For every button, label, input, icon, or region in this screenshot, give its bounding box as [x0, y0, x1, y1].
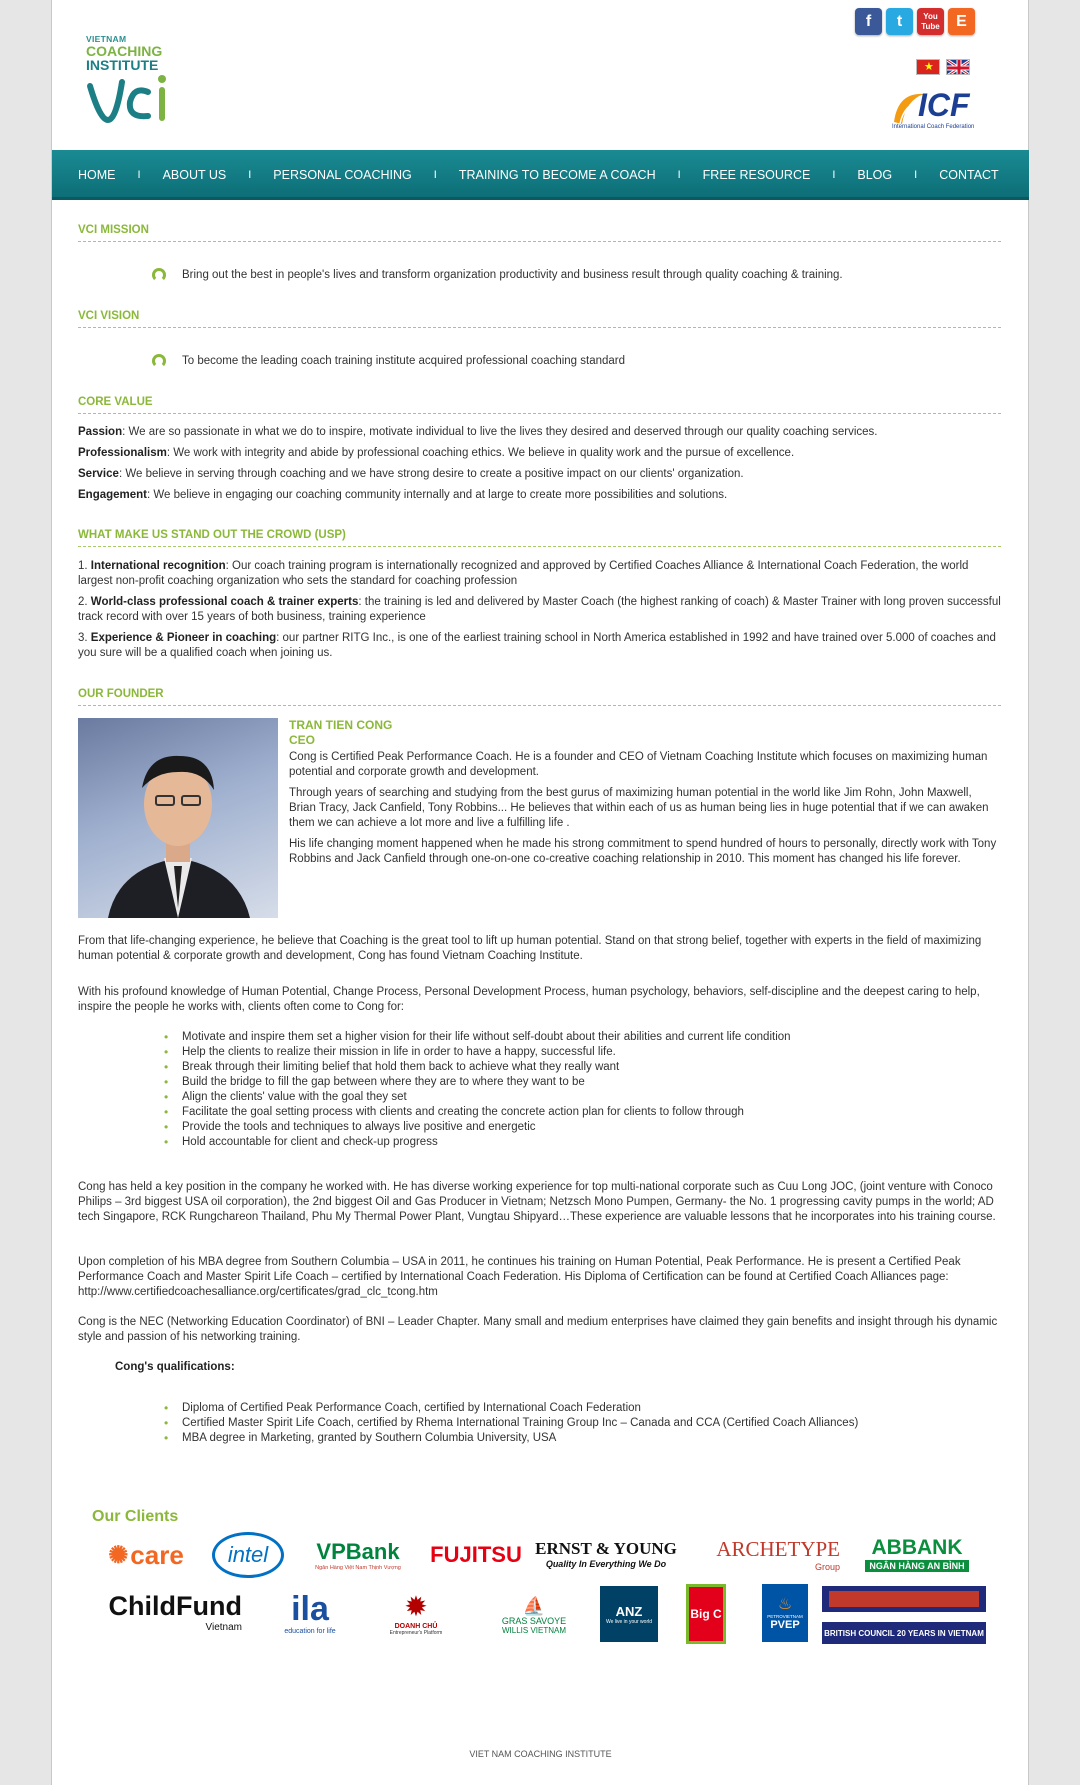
founder-paragraph: Cong is the NEC (Networking Education Coordinator) of BNI – Leader Chapter. Many small and medium enterprises have claimed they gain benefits and insight through his dynamic style and passion of his networking training.: [78, 1316, 998, 1343]
twitter-icon[interactable]: t: [886, 8, 913, 35]
core-value-text: : We believe in serving through coaching and we have strong desire to create a positive impact on our clients' organization.: [118, 468, 744, 480]
core-value-term: Service: [78, 468, 119, 480]
client-logo-childfund[interactable]: [92, 1586, 242, 1638]
nav-free-resource[interactable]: FREE RESOURCE: [702, 168, 811, 182]
client-logo-text: ANZ: [615, 1603, 643, 1619]
client-logo-text: ila: [291, 1589, 329, 1628]
nav-separator: I: [248, 169, 252, 181]
page-container: [51, 0, 1029, 1785]
client-logo-text: ChildFund: [108, 1591, 242, 1621]
client-logo-text: ERNST & YOUNG: [535, 1539, 677, 1558]
client-logo-text: ARCHETYPE: [716, 1536, 840, 1561]
core-value-heading: CORE VALUE: [78, 396, 1001, 414]
doanh-chu-star-icon: ✹: [404, 1590, 428, 1622]
client-logo-british-council[interactable]: BRITISH COUNCIL 20 YEARS IN VIETNAM: [822, 1622, 986, 1644]
client-logo-text: Big C: [690, 1607, 722, 1621]
ring-bullet-icon: [152, 268, 166, 282]
nav-separator: I: [677, 169, 681, 181]
list-item: • Build the bridge to fill the gap between where they are to where they want to be: [164, 1075, 994, 1090]
usp-list: [78, 559, 1001, 661]
clients-heading: Our Clients: [92, 1508, 179, 1525]
client-logo-caption: Entrepreneur's Platform: [389, 1629, 443, 1636]
client-logo-text: DOANH CHỦ: [394, 1622, 438, 1630]
founder-paragraph: From that life-changing experience, he believe that Coaching is the great tool to lift up human potential. Stand on that strong belief, together with experts in the field of maximizing human potential & corporate growth and development, Cong has found Vietnam Coaching Institute.: [78, 935, 982, 962]
nav-separator: I: [433, 169, 437, 181]
client-needs-list: [164, 1030, 994, 1150]
client-logo-caption: Quality In Everything We Do: [545, 1559, 667, 1569]
vietnamese-flag-icon[interactable]: ★: [916, 59, 940, 75]
usp-text: : Our coach training program is internationally recognized and approved by Certified Coaches Alliance & International Coach Federation, the world largest non-profit coaching organization who sets the standard for coaching profession: [78, 560, 969, 587]
pvep-flame-icon: ♨: [777, 1595, 793, 1613]
client-logo-ila[interactable]: [270, 1584, 350, 1640]
client-logo-caption: Vietnam: [205, 1622, 242, 1633]
nav-about-us[interactable]: ABOUT US: [162, 168, 227, 182]
client-logo-caption: We live in your world: [605, 1618, 653, 1625]
core-value-item: [78, 467, 1001, 482]
client-logo-caption: education for life: [284, 1627, 336, 1635]
logo-line-institute: INSTITUTE: [86, 57, 159, 73]
icf-wordmark: ICF: [918, 87, 970, 123]
vision-text: To become the leading coach training institute acquired professional coaching standard: [182, 355, 626, 367]
facebook-icon[interactable]: f: [855, 8, 882, 35]
main-navigation: [52, 150, 1029, 200]
vision-heading: VCI VISION: [78, 310, 1001, 328]
founder-heading: OUR FOUNDER: [78, 688, 1001, 706]
list-item: • Motivate and inspire them set a higher vision for their life without self-doubt about their abilities and current life condition: [164, 1030, 994, 1045]
usp-num: 1.: [78, 560, 88, 572]
founder-paragraph: Cong has held a key position in the company he worked with. He has diverse working experience for top multi-national corporate such as Cuu Long JOC, (joint venture with Conoco Philips – 3rd biggest USA oil corporation), the 2nd biggest Oil and Gas Producer in Vietnam; Netzsch Mono Pumpen, Germany- the No. 1 progressing cavity pumps in the world; AD tech Singapore, RCK Rungchareon Thailand, Phu My Thermal Power Plant, Vungtau Shipyard…These experience are valuable lessons that he incorporates into his training course.: [78, 1181, 996, 1223]
youtube-icon[interactable]: You Tube: [917, 8, 944, 35]
list-item: • Help the clients to realize their mission in life in order to have a happy, successful life.: [164, 1045, 994, 1060]
core-value-text: : We believe in engaging our coaching community internally and at large to create more possibilities and solutions.: [147, 489, 728, 501]
founder-bio-paragraph: Through years of searching and studying from the best gurus of maximizing human potential in the world like Jim Rohn, John Maxwell, Brian Tracy, Jack Canfield, Tony Robbins... He believes that within each of us as human being lies in huge potential that if we can awaken them we can achieve a lot more and live a fulfilling life .: [289, 787, 989, 829]
founder-name: TRAN TIEN CONG: [289, 718, 393, 732]
logo-line-coaching: COACHING: [86, 43, 163, 59]
client-logo-anz[interactable]: [600, 1586, 658, 1642]
client-logo-banner: [829, 1591, 979, 1607]
core-value-item: [78, 425, 1001, 440]
usp-item: [78, 595, 1001, 625]
client-logo-vingroup[interactable]: [822, 1586, 986, 1612]
founder-paragraph: With his profound knowledge of Human Potential, Change Process, Personal Development Process, human psychology, behaviors, self-discipline and the deepest caring to help, inspire the people he works with, clients often come to Cong for:: [78, 986, 980, 1013]
client-logo-caption: Ngân Hàng Việt Nam Thịnh Vượng: [315, 1565, 401, 1571]
logo-line-vietnam: VIETNAM: [86, 34, 127, 44]
client-logo-caption: Group: [814, 1561, 840, 1572]
list-item: • Diploma of Certified Peak Performance Coach, certified by International Coach Federation: [164, 1401, 994, 1416]
client-logo-gras-savoye[interactable]: [478, 1586, 590, 1644]
client-logo-doanh-chu[interactable]: [370, 1582, 462, 1644]
client-logo-care[interactable]: [92, 1535, 200, 1575]
founder-bio-paragraph: His life changing moment happened when he made his strong commitment to spend hundred of hours to personally, directly work with Tony Robbins and Jack Canfield through one-on-one co-creative coaching relationship in 2010. This moment has changed his life forever.: [289, 838, 997, 865]
usp-num: 3.: [78, 632, 88, 644]
usp-item: [78, 559, 1001, 589]
usp-term: World-class professional coach & trainer experts: [90, 596, 359, 608]
footer-text: VIET NAM COACHING INSTITUTE: [469, 1749, 612, 1759]
nav-separator: I: [137, 169, 141, 181]
client-logo-text: care: [130, 1539, 184, 1570]
client-logo-archetype[interactable]: [694, 1532, 840, 1576]
nav-blog[interactable]: BLOG: [857, 168, 893, 182]
usp-item: [78, 631, 1001, 661]
core-value-term: Professionalism: [78, 447, 167, 459]
founder-photo: [78, 718, 278, 918]
core-value-term: Passion: [78, 426, 123, 438]
vci-mark-icon: [86, 72, 186, 126]
qualifications-list: [164, 1401, 994, 1446]
list-item: • Provide the tools and techniques to always live positive and energetic: [164, 1120, 994, 1135]
ring-bullet-icon: [152, 354, 166, 368]
gras-savoye-figure-icon: ⛵: [522, 1595, 546, 1616]
founder-bio: [289, 718, 1001, 867]
client-logo-caption: NGÂN HÀNG AN BÌNH: [865, 1560, 968, 1572]
list-item: • Hold accountable for client and check-up progress: [164, 1135, 994, 1150]
blog-icon[interactable]: E: [948, 8, 975, 35]
list-item: • Align the clients' value with the goal they set: [164, 1090, 994, 1105]
nav-separator: I: [914, 169, 918, 181]
list-item: • Facilitate the goal setting process with clients and creating the concrete action plan for clients to follow through: [164, 1105, 994, 1120]
core-value-text: : We are so passionate in what we do to inspire, motivate individual to live the lives they desired and deserved through our quality coaching services.: [122, 426, 878, 438]
client-logo-vpbank[interactable]: [298, 1533, 418, 1577]
core-value-item: [78, 488, 1001, 503]
nav-personal-coaching[interactable]: PERSONAL COACHING: [273, 168, 412, 182]
core-value-item: [78, 446, 1001, 461]
vci-logo[interactable]: [86, 34, 196, 128]
usp-num: 2.: [78, 596, 88, 608]
founder-paragraph: Upon completion of his MBA degree from Southern Columbia – USA in 2011, he continues his training on Human Potential, Peak Performance. He is present a Certified Peak Performance Coach and Master Spirit Life Coach – certified by International Coach Federation. His Diploma of Certification can be found at Certified Coach Alliances page: http://www.certifiedcoachesalliance.org/certificates/grad_clc_tcong.htm: [78, 1256, 961, 1298]
mission-text: Bring out the best in people's lives and transform organization productivity and business result through quality coaching & training.: [182, 269, 843, 281]
founder-role: CEO: [289, 733, 316, 747]
list-item: • Certified Master Spirit Life Coach, certified by Rhema International Training Group Inc – Canada and CCA (Certified Coach Alliances): [164, 1416, 994, 1431]
client-logo-fujitsu[interactable]: FUJITSU: [430, 1542, 522, 1567]
usp-term: International recognition: [90, 560, 226, 572]
client-logo-text: ABBANK: [871, 1536, 963, 1559]
list-item: • Break through their limiting belief that hold them back to achieve what they really want: [164, 1060, 994, 1075]
usp-text: : our partner RITG Inc., is one of the earliest training school in North America established in 1992 and have trained over 5.000 of coaches and you sure will be a qualified coach when joining us.: [78, 632, 996, 659]
core-value-text: : We work with integrity and abide by professional coaching ethics. We believe in quality work and the pursue of excellence.: [166, 447, 795, 459]
client-logo-text: PVEP: [770, 1618, 800, 1631]
client-logo-abbank[interactable]: [848, 1532, 986, 1576]
nav-contact[interactable]: CONTACT: [939, 168, 999, 182]
client-logo-text: VPBank: [316, 1539, 400, 1564]
list-item: • MBA degree in Marketing, granted by Southern Columbia University, USA: [164, 1431, 994, 1446]
client-logo-ernst-young[interactable]: [528, 1532, 684, 1576]
nav-training-to-become-a-coach[interactable]: TRAINING TO BECOME A COACH: [458, 168, 656, 182]
mission-heading: VCI MISSION: [78, 224, 1001, 242]
founder-bio-paragraph: Cong is Certified Peak Performance Coach. He is a founder and CEO of Vietnam Coaching Institute which focuses on maximizing human potential and corporate growth and development.: [289, 751, 988, 778]
core-value-term: Engagement: [78, 489, 148, 501]
client-logo-pvep[interactable]: [762, 1584, 808, 1642]
icf-logo[interactable]: [888, 88, 988, 132]
client-logo-caption: PETROVIETNAM: [767, 1613, 803, 1619]
care-sun-icon: ✺: [108, 1541, 129, 1569]
client-logo-big-c[interactable]: [686, 1584, 726, 1644]
usp-term: Experience & Pioneer in coaching: [90, 632, 277, 644]
english-flag-icon[interactable]: [946, 59, 970, 75]
client-logo-intel[interactable]: intel: [212, 1532, 284, 1578]
usp-text: : the training is led and delivered by Master Coach (the highest ranking of coach) & Master Trainer with long proven successful track record with over 15 years of both business, training experience: [78, 596, 1001, 623]
qualifications-heading: Cong's qualifications:: [115, 1361, 235, 1373]
client-logo-text: GRAS SAVOYE: [501, 1615, 567, 1626]
core-value-list: [78, 425, 1001, 503]
usp-heading: WHAT MAKE US STAND OUT THE CROWD (USP): [78, 529, 1001, 547]
client-logo-caption: WILLIS VIETNAM: [501, 1625, 566, 1635]
nav-separator: I: [832, 169, 836, 181]
nav-home[interactable]: HOME: [78, 168, 116, 182]
icf-caption: International Coach Federation: [892, 124, 975, 130]
